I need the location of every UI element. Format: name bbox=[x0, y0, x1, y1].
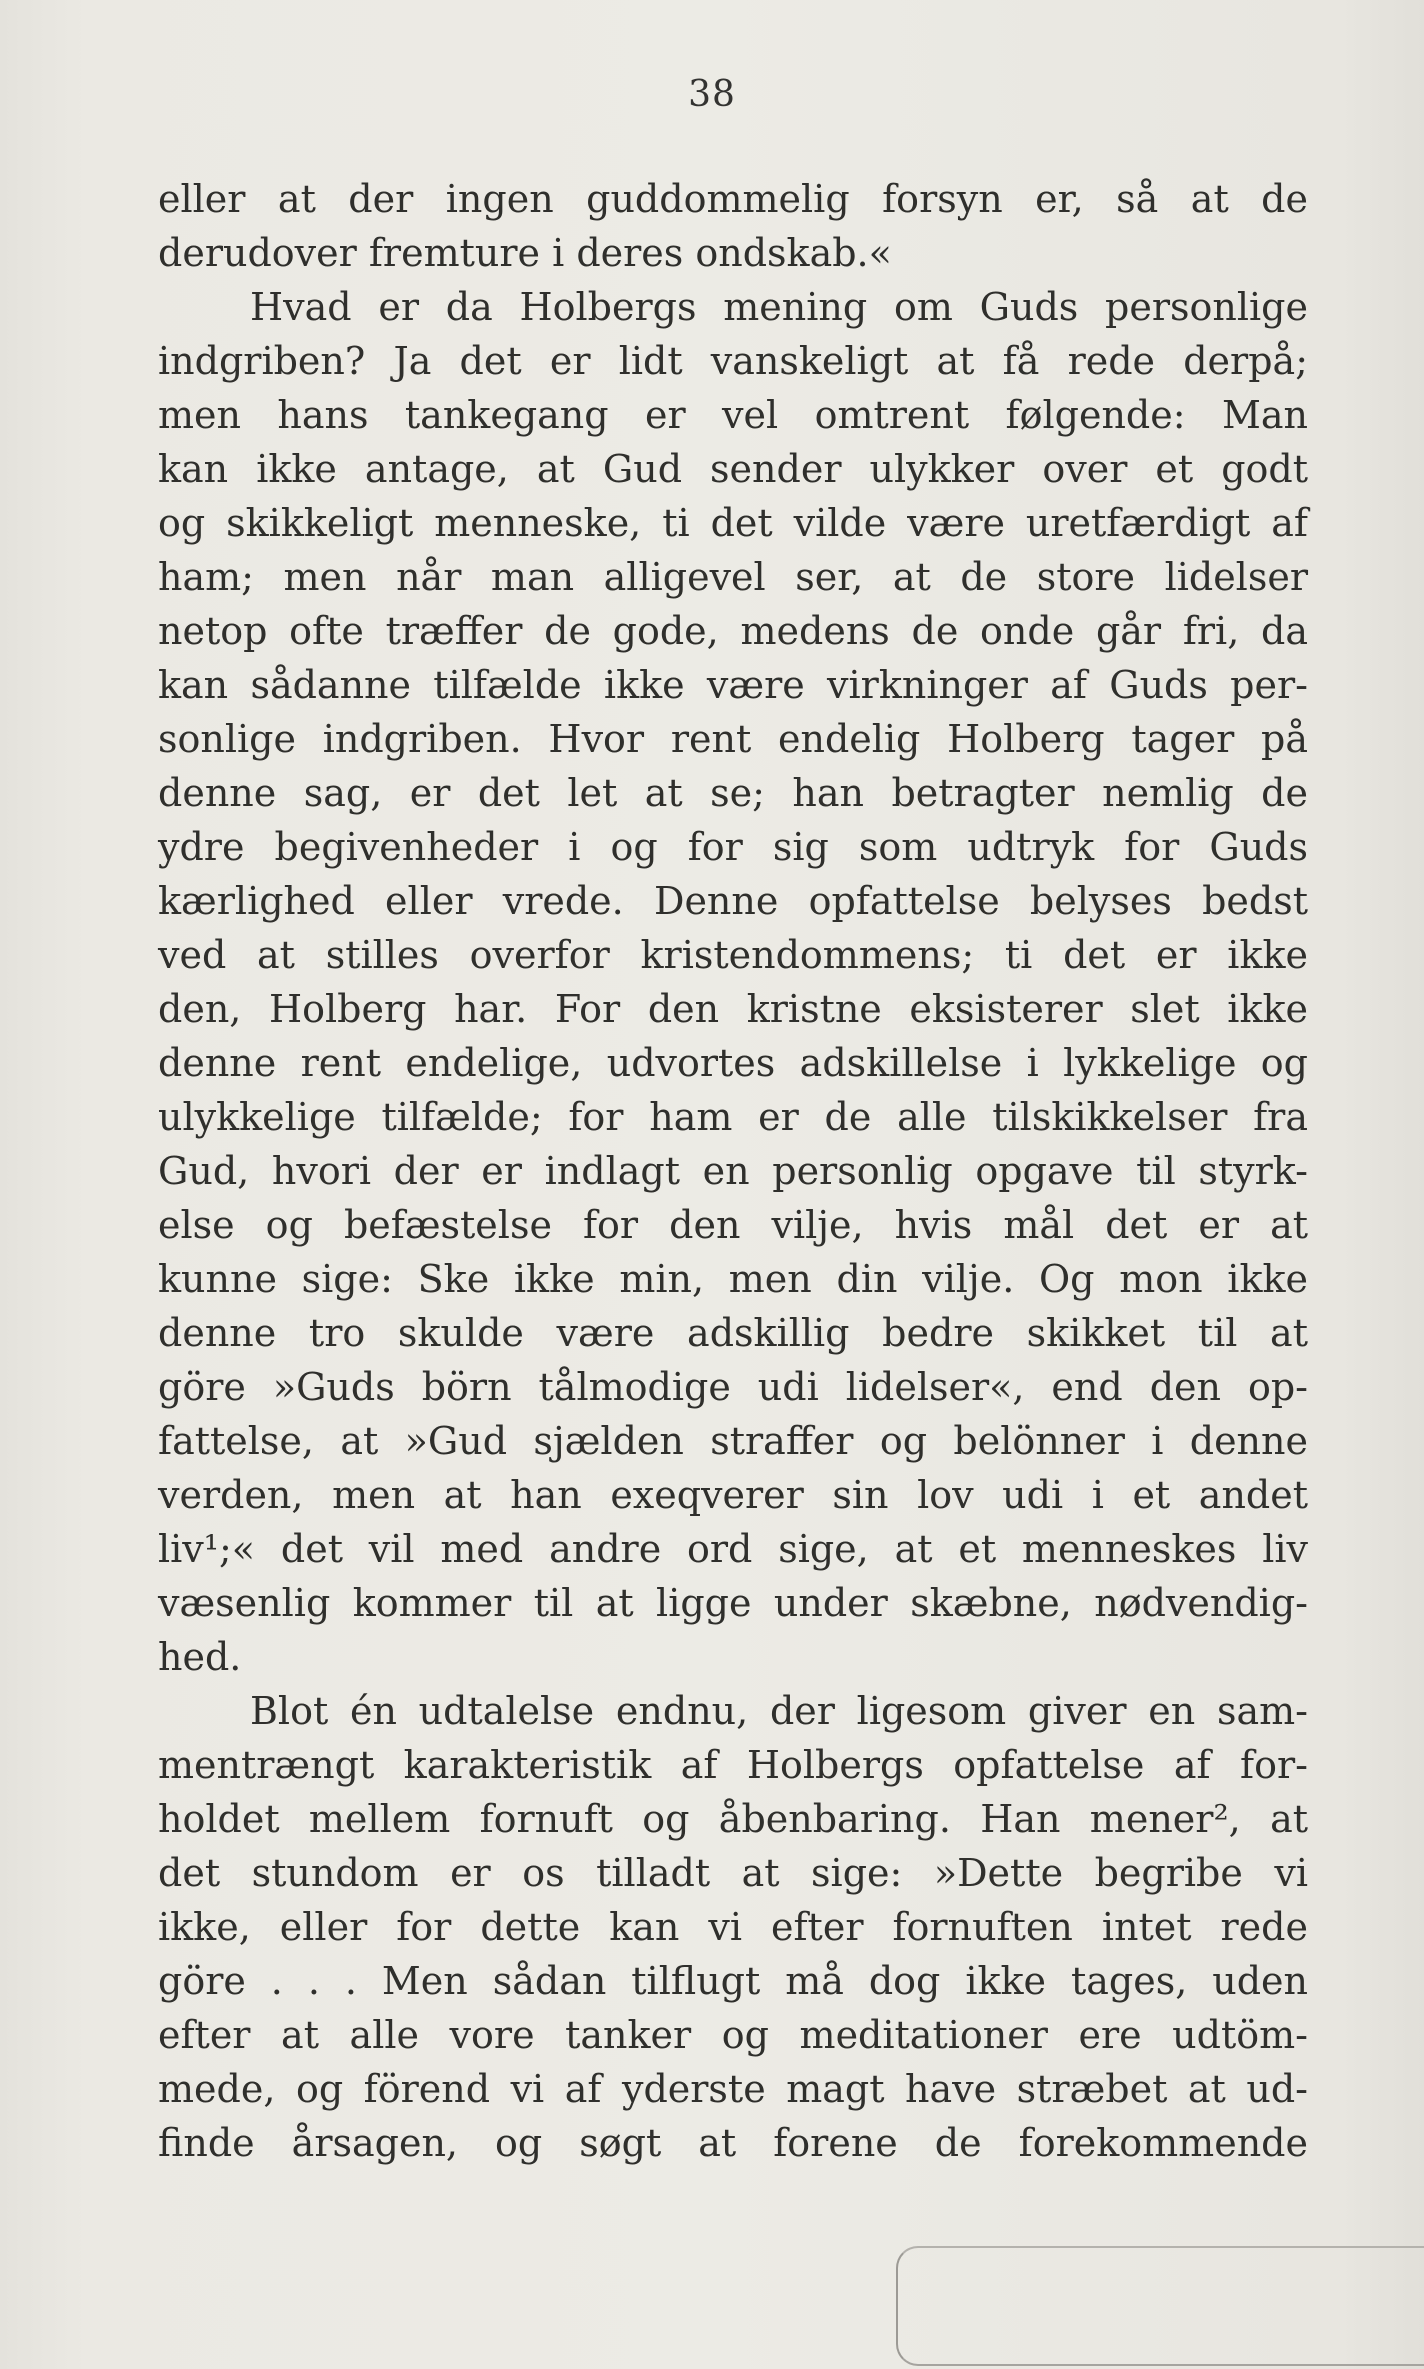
library-label-outline bbox=[896, 2246, 1424, 2366]
text-line: göre . . . Men sådan tilflugt må dog ikke tages, uden bbox=[158, 1959, 1308, 2003]
text-line: Gud, hvori der er indlagt en personlig opgave til styrk- bbox=[158, 1149, 1308, 1193]
text-line: mede, og förend vi af yderste magt have stræbet at ud- bbox=[158, 2067, 1308, 2111]
text-line: og skikkeligt menneske, ti det vilde være uretfærdigt af bbox=[158, 501, 1308, 545]
paragraph bbox=[158, 1684, 1308, 2170]
text-line: hed. bbox=[158, 1635, 242, 1679]
text-line: fattelse, at »Gud sjælden straffer og belönner i denne bbox=[158, 1419, 1308, 1463]
text-line: kunne sige: Ske ikke min, men din vilje. Og mon ikke bbox=[158, 1257, 1308, 1301]
text-line: ydre begivenheder i og for sig som udtryk for Guds bbox=[158, 825, 1308, 869]
text-line: denne sag, er det let at se; han betragter nemlig de bbox=[158, 771, 1308, 815]
text-line: netop ofte træffer de gode, medens de onde går fri, da bbox=[158, 609, 1308, 653]
text-line: indgriben? Ja det er lidt vanskeligt at få rede derpå; bbox=[158, 339, 1308, 383]
text-line: ikke, eller for dette kan vi efter fornuften intet rede bbox=[158, 1905, 1308, 1949]
text-line: finde årsagen, og søgt at forene de forekommende bbox=[158, 2121, 1308, 2165]
text-line: det stundom er os tilladt at sige: »Dette begribe vi bbox=[158, 1851, 1308, 1895]
text-line: sonlige indgriben. Hvor rent endelig Holberg tager på bbox=[158, 717, 1308, 761]
body-text bbox=[158, 172, 1308, 2170]
text-line: væsenlig kommer til at ligge under skæbne, nødvendig- bbox=[158, 1581, 1308, 1625]
text-line: liv¹;« det vil med andre ord sige, at et menneskes liv bbox=[158, 1527, 1308, 1571]
paragraph bbox=[158, 280, 1308, 1684]
text-line: kan sådanne tilfælde ikke være virkninger af Guds per- bbox=[158, 663, 1308, 707]
page-number: 38 bbox=[688, 74, 736, 115]
text-line: mentrængt karakteristik af Holbergs opfattelse af for- bbox=[158, 1743, 1308, 1787]
text-line: ham; men når man alligevel ser, at de store lidelser bbox=[158, 555, 1308, 599]
text-line: ved at stilles overfor kristendommens; ti det er ikke bbox=[158, 933, 1308, 977]
text-line: verden, men at han exeqverer sin lov udi i et andet bbox=[158, 1473, 1308, 1517]
text-line: kan ikke antage, at Gud sender ulykker over et godt bbox=[158, 447, 1308, 491]
text-line: göre »Guds börn tålmodige udi lidelser«, end den op- bbox=[158, 1365, 1308, 1409]
text-line: denne tro skulde være adskillig bedre skikket til at bbox=[158, 1311, 1308, 1355]
text-line: denne rent endelige, udvortes adskillelse i lykkelige og bbox=[158, 1041, 1308, 1085]
text-line: derudover fremture i deres ondskab.« bbox=[158, 231, 892, 275]
text-line: Hvad er da Holbergs mening om Guds personlige bbox=[250, 285, 1308, 329]
text-line: men hans tankegang er vel omtrent følgende: Man bbox=[158, 393, 1308, 437]
text-line: Blot én udtalelse endnu, der ligesom giver en sam- bbox=[250, 1689, 1308, 1733]
text-line: den, Holberg har. For den kristne eksisterer slet ikke bbox=[158, 987, 1308, 1031]
text-line: else og befæstelse for den vilje, hvis mål det er at bbox=[158, 1203, 1308, 1247]
text-line: ulykkelige tilfælde; for ham er de alle tilskikkelser fra bbox=[158, 1095, 1308, 1139]
text-line: eller at der ingen guddommelig forsyn er, så at de bbox=[158, 177, 1308, 221]
paragraph bbox=[158, 172, 1308, 280]
text-line: efter at alle vore tanker og meditationer ere udtöm- bbox=[158, 2013, 1308, 2057]
text-line: kærlighed eller vrede. Denne opfattelse belyses bedst bbox=[158, 879, 1308, 923]
text-line: holdet mellem fornuft og åbenbaring. Han mener², at bbox=[158, 1797, 1308, 1841]
